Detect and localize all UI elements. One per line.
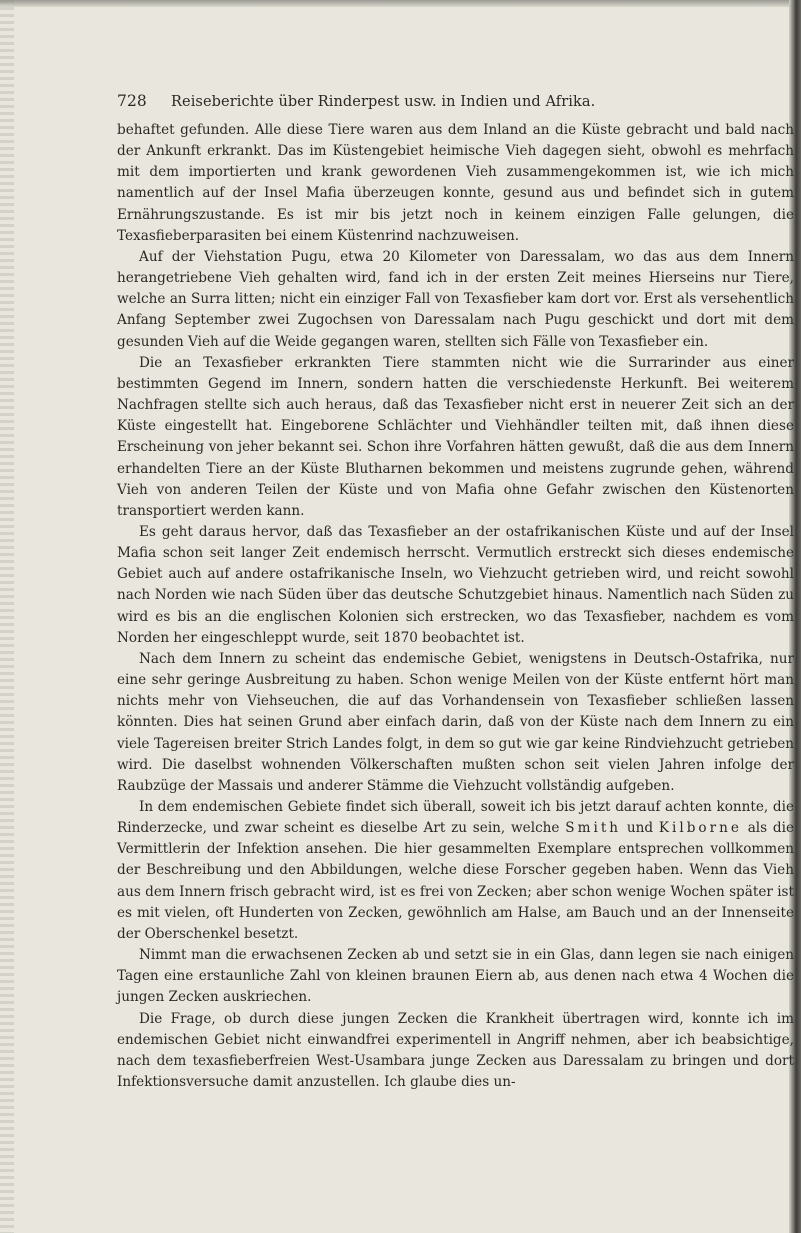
paragraph-6-text-between: und xyxy=(621,820,659,837)
paragraph-6-text-after: als die Vermittlerin der Infektion ansehen. Die hier gesammelten Exemplare entsprechen vollkommen der Beschreibung und den Abbildungen, welche diese Forscher gegeben haben. Wenn das Vieh aus dem Innern frisch gebracht wird, ist es frei von Zecken; aber schon wenige Wochen später ist es mit vielen, oft Hunderten von Zecken, gewöhnlich am Halse, am Bauch und an der Innenseite der Oberschenkel besetzt. xyxy=(117,820,795,942)
paragraph-3: Die an Texasfieber erkrankten Tiere stammten nicht wie die Surrarinder aus einer bestimmten Gegend im Innern, sondern hatten die verschiedenste Herkunft. Bei weiterem Nachfragen stellte sich auch heraus, daß das Texasfieber nicht erst in neuerer Zeit sich an der Küste eingestellt hat. Eingeborene Schlächter und Viehhändler teilten mit, daß ihnen diese Erscheinung von jeher bekannt sei. Schon ihre Vorfahren hätten gewußt, daß die aus dem Innern erhandelten Tiere an der Küste Blutharnen bekommen und meistens zugrunde gehen, während Vieh von anderen Teilen der Küste und von Mafia ohne Gefahr zwischen den Küstenorten transportiert werden kann. xyxy=(117,354,794,519)
paragraph-1: behaftet gefunden. Alle diese Tiere waren aus dem Inland an die Küste gebracht und bald nach der Ankunft erkrankt. Das im Küstengebiet heimische Vieh dagegen sieht, obwohl es mehrfach mit dem importierten und krank gewordenen Vieh zusammengekommen ist, wie ich mich namentlich auf der Insel Mafia überzeugen konnte, gesund aus und befindet sich in gutem Ernährungszustande. Es ist mir bis jetzt noch in keinem einzigen Falle gelungen, die Texasfieberparasiten bei einem Küstenrind nachzuweisen. xyxy=(117,122,794,244)
page-number: 728 xyxy=(117,92,147,110)
author-name-kilborne: Kilborne xyxy=(658,820,742,837)
paragraph-6 xyxy=(117,797,794,945)
body-text xyxy=(117,120,794,1093)
paragraph-5: Nach dem Innern zu scheint das endemische Gebiet, wenigstens in Deutsch-Ostafrika, nur eine sehr geringe Ausbreitung zu haben. Schon wenige Meilen von der Küste entfernt hört man nichts mehr von Viehseuchen, die auf das Vorhandensein von Texasfieber schließen lassen könnten. Dies hat seinen Grund aber einfach darin, daß von der Küste nach dem Innern zu ein viele Tagereisen breiter Strich Landes folgt, in dem so gut wie gar keine Rindviehzucht getrieben wird. Die daselbst wohnenden Völkerschaften mußten schon seit vielen Jahren infolge der Raubzüge der Massais und anderer Stämme die Viehzucht vollständig aufgeben. xyxy=(117,650,794,794)
running-head-title: Reiseberichte über Rinderpest usw. in Indien und Afrika. xyxy=(171,94,596,110)
book-page xyxy=(117,92,794,1093)
running-head xyxy=(117,92,794,112)
paragraph-7: Nimmt man die erwachsenen Zecken ab und setzt sie in ein Glas, dann legen sie nach einigen Tagen eine erstaunliche Zahl von kleinen braunen Eiern ab, aus denen nach etwa 4 Wochen die jungen Zecken auskriechen. xyxy=(117,947,794,1006)
paragraph-4: Es geht daraus hervor, daß das Texasfieber an der ostafrikanischen Küste und auf der Insel Mafia schon seit langer Zeit endemisch herrscht. Vermutlich erstreckt sich dieses endemische Gebiet auch auf andere ostafrikanische Inseln, wo Viehzucht getrieben wird, und reicht sowohl nach Norden wie nach Süden über das deutsche Schutzgebiet hinaus. Namentlich nach Süden zu wird es bis an die englischen Kolonien sich erstrecken, wo das Texasfieber, nachdem es vom Norden her eingeschleppt wurde, seit 1870 beobachtet ist. xyxy=(117,523,794,646)
paragraph-2: Auf der Viehstation Pugu, etwa 20 Kilometer von Daressalam, wo das aus dem Innern herangetriebene Vieh gehalten wird, fand ich in der ersten Zeit meines Hierseins nur Tiere, welche an Surra litten; nicht ein einziger Fall von Texasfieber kam dort vor. Erst als versehentlich Anfang September zwei Zugochsen von Daressalam nach Pugu geschickt und dort mit dem gesunden Vieh auf die Weide gegangen waren, stellten sich Fälle von Texasfieber ein. xyxy=(117,248,794,350)
author-name-smith: Smith xyxy=(565,820,622,837)
paragraph-8: Die Frage, ob durch diese jungen Zecken die Krankheit übertragen wird, konnte ich im endemischen Gebiet nicht einwandfrei experimentell in Angriff nehmen, aber ich beabsichtige, nach dem texasfieberfreien West-Usambara junge Zecken aus Daressalam zu bringen und dort Infektionsversuche damit anzustellen. Ich glaube dies un- xyxy=(117,1010,794,1091)
scan-edge-top xyxy=(0,0,801,7)
paragraph-6-text-before: In dem endemischen Gebiete findet sich überall, soweit ich bis jetzt darauf achten konnte, die Rinderzecke, und zwar scheint es dieselbe Art zu sein, welche xyxy=(117,799,794,837)
scan-edge-left xyxy=(0,0,14,1233)
